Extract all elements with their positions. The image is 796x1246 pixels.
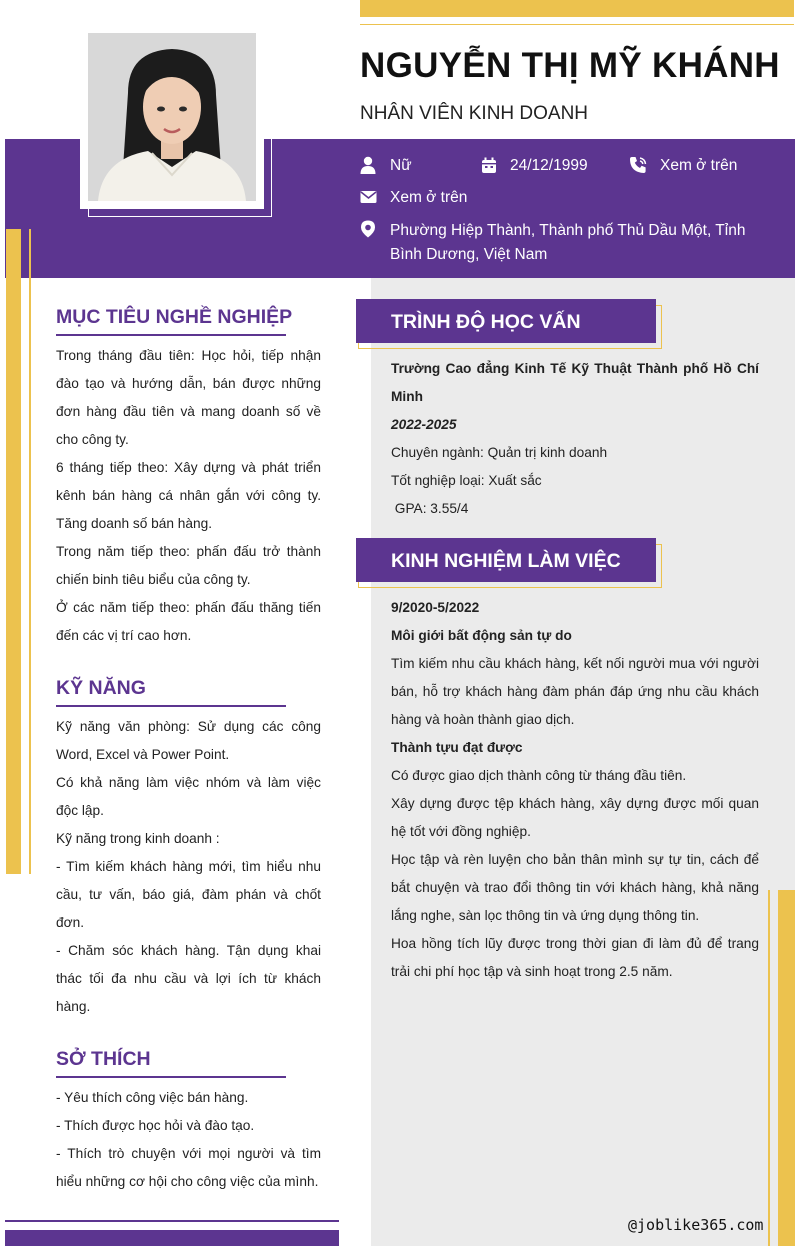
gender-value: Nữ	[390, 157, 412, 174]
skills-paragraph: - Tìm kiếm khách hàng mới, tìm hiểu nhu cầu, tư vấn, báo giá, đàm phán và chốt đơn.	[56, 859, 321, 930]
hobbies-heading: SỞ THÍCH	[56, 1048, 151, 1070]
experience-position: Môi giới bất động sản tự do	[391, 628, 572, 643]
hobbies-text	[56, 1084, 321, 1196]
address-value: Phường Hiệp Thành, Thành phố Thủ Dầu Một, Tỉnh Bình Dương, Việt Nam	[390, 222, 746, 263]
education-years: 2022-2025	[391, 417, 457, 432]
hobbies-paragraph: - Thích được học hỏi và đào tạo.	[56, 1118, 255, 1133]
skills-paragraph: Có khả năng làm việc nhóm và làm việc độc lập.	[56, 775, 321, 818]
objective-paragraph: Trong tháng đầu tiên: Học hỏi, tiếp nhận đào tạo và hướng dẫn, bán được những đơn hàng đầu tiên và mang doanh số về cho công ty.	[56, 348, 321, 447]
experience-details	[391, 594, 759, 986]
objective-paragraph: 6 tháng tiếp theo: Xây dựng và phát triển kênh bán hàng cá nhân gắn với công ty. Tăng doanh số bán hàng.	[56, 460, 321, 531]
candidate-name: NGUYỄN THỊ MỸ KHÁNH	[360, 46, 780, 85]
skills-heading-rule	[56, 705, 286, 707]
skills-paragraph: Kỹ năng trong kinh doanh :	[56, 831, 220, 846]
top-accent-bar	[360, 0, 794, 17]
objective-paragraph: Trong năm tiếp theo: phấn đấu trở thành chiến binh tiêu biểu của công ty.	[56, 544, 321, 587]
achievements-heading: Thành tựu đạt được	[391, 740, 523, 755]
experience-heading: KINH NGHIỆM LÀM VIỆC	[391, 550, 621, 572]
job-title: NHÂN VIÊN KINH DOANH	[360, 103, 589, 124]
achievement-item: Xây dựng được tệp khách hàng, xây dựng được mối quan hệ tốt với đồng nghiệp.	[391, 796, 759, 839]
right-accent-bar	[778, 890, 795, 1246]
education-school: Trường Cao đẳng Kinh Tế Kỹ Thuật Thành phố Hồ Chí Minh	[391, 361, 759, 404]
objective-heading-rule	[56, 334, 286, 336]
education-gpa: GPA: 3.55/4	[391, 501, 469, 516]
achievement-item: Hoa hồng tích lũy được trong thời gian đi làm đủ để trang trải chi phí học tập và sinh hoạt trong 2.5 năm.	[391, 936, 759, 979]
left-accent-bar	[6, 229, 21, 874]
education-major: Chuyên ngành: Quản trị kinh doanh	[391, 445, 608, 460]
education-rank: Tốt nghiệp loại: Xuất sắc	[391, 473, 542, 488]
experience-description: Tìm kiếm nhu cầu khách hàng, kết nối người mua với người bán, hỗ trợ khách hàng đàm phán đáp ứng nhu cầu khách hàng và hoàn thành giao dịch.	[391, 656, 759, 727]
phone-icon	[629, 156, 647, 174]
right-accent-line	[768, 890, 770, 1246]
bottom-accent-bar	[5, 1230, 339, 1246]
skills-text	[56, 713, 321, 1021]
top-accent-line	[360, 24, 794, 25]
achievement-item: Có được giao dịch thành công từ tháng đầu tiên.	[391, 768, 687, 783]
objective-heading: MỤC TIÊU NGHỀ NGHIỆP	[56, 306, 293, 328]
left-accent-line	[29, 229, 31, 874]
phone-value: Xem ở trên	[660, 157, 738, 174]
experience-period: 9/2020-5/2022	[391, 600, 480, 615]
skills-heading: KỸ NĂNG	[56, 677, 146, 699]
birthday-value: 24/12/1999	[510, 157, 588, 174]
envelope-icon	[359, 188, 377, 206]
profile-photo	[88, 33, 256, 201]
education-details	[391, 355, 759, 523]
skills-paragraph: Kỹ năng văn phòng: Sử dụng các công Word, Excel và Power Point.	[56, 719, 321, 762]
email-value: Xem ở trên	[390, 189, 468, 206]
hobbies-paragraph: - Thích trò chuyện với mọi người và tìm hiểu những cơ hội cho công việc của mình.	[56, 1146, 321, 1189]
watermark: @joblike365.com	[628, 1216, 764, 1234]
person-icon	[359, 156, 377, 174]
skills-paragraph: - Chăm sóc khách hàng. Tận dụng khai thác tối đa nhu cầu và lợi ích từ khách hàng.	[56, 943, 321, 1014]
objective-text	[56, 342, 321, 650]
bottom-accent-line	[5, 1220, 339, 1222]
calendar-icon	[480, 156, 498, 174]
map-pin-icon	[359, 220, 377, 238]
education-heading: TRÌNH ĐỘ HỌC VẤN	[391, 311, 581, 333]
hobbies-paragraph: - Yêu thích công việc bán hàng.	[56, 1090, 249, 1105]
achievement-item: Học tập và rèn luyện cho bản thân mình sự tự tin, cách để bắt chuyện và trao đổi thông tin với khách hàng, khả năng lắng nghe, sàn lọc thông tin và ứng dụng thông tin.	[391, 852, 759, 923]
hobbies-heading-rule	[56, 1076, 286, 1078]
objective-paragraph: Ở các năm tiếp theo: phấn đấu thăng tiến đến các vị trí cao hơn.	[56, 600, 321, 643]
